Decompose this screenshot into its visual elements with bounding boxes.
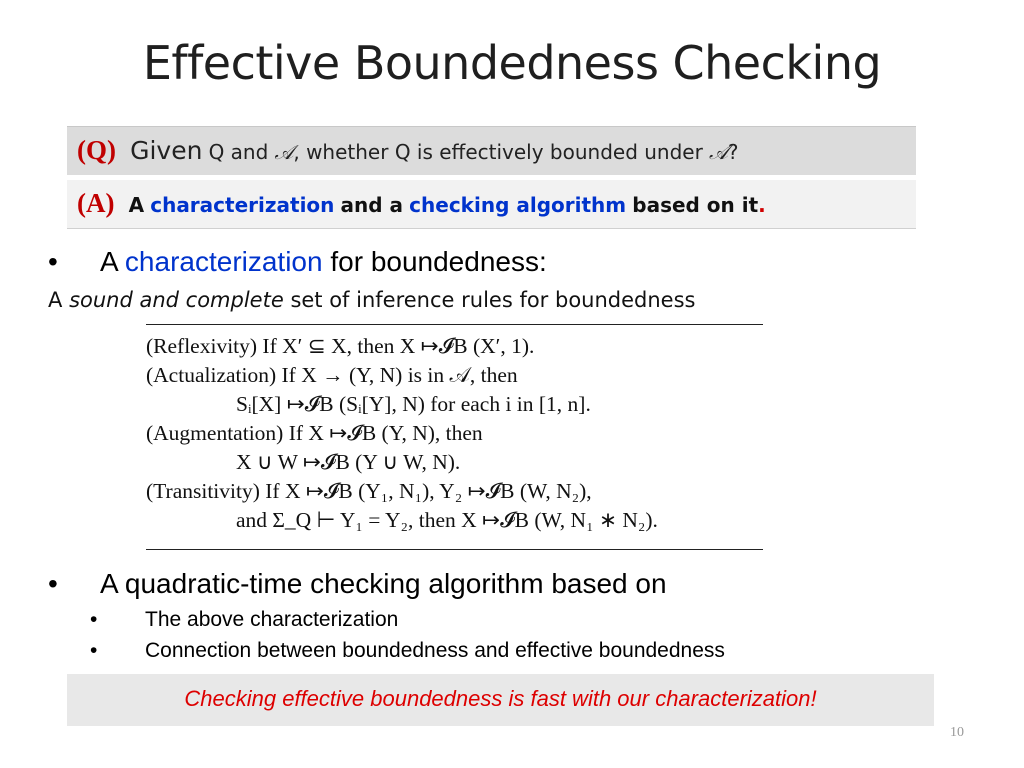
sub-bullet-connection [90, 639, 725, 663]
caption-post: set of inference rules for boundedness [290, 288, 696, 312]
slide-title: Effective Boundedness Checking [142, 36, 882, 90]
question-tag: (Q) [77, 135, 116, 165]
answer-checking-algorithm: checking algorithm [409, 193, 627, 217]
caption-italic: sound and complete [69, 288, 284, 312]
question-text-mid: , whether Q is effectively bounded under [293, 140, 703, 164]
question-text-pre: Q and [208, 140, 269, 164]
inference-rules [146, 332, 658, 535]
sub-bullet-text: Connection between boundedness and effective boundedness [145, 639, 725, 662]
bullet-characterization [48, 246, 547, 278]
access-schema-symbol: 𝒜 [274, 140, 294, 164]
rule-augmentation: (Augmentation) If X ↦𝓘B (Y, N), then [146, 421, 483, 445]
bullet-text-pre: A [100, 246, 118, 277]
answer-text-2: and a [340, 193, 404, 217]
rule-actualization: (Actualization) If X → (Y, N) is in 𝒜, then [146, 363, 518, 387]
rules-bottom-divider [146, 549, 763, 550]
conclusion-box [67, 674, 934, 726]
bullet-dot: • [48, 246, 58, 277]
rules-top-divider [146, 324, 763, 325]
answer-period: . [758, 193, 766, 217]
conclusion-text: Checking effective boundedness is fast with our characterization! [184, 686, 817, 711]
answer-characterization: characterization [150, 193, 335, 217]
answer-row [67, 180, 916, 229]
rule-reflexivity: (Reflexivity) If X′ ⊆ X, then X ↦𝓘B (X′, 1). [146, 334, 535, 358]
inference-rules-caption [48, 288, 695, 312]
question-given: Given [130, 136, 203, 165]
sub-bullet-dot: • [90, 608, 98, 631]
sub-bullet-text: The above characterization [145, 608, 399, 631]
caption-pre: A [48, 288, 63, 312]
answer-text-1: A [128, 193, 145, 217]
bullet-text-highlight: characterization [124, 246, 323, 277]
rule-augmentation-cont: X ∪ W ↦𝓘B (Y ∪ W, N). [236, 450, 461, 474]
page-number: 10 [950, 725, 964, 740]
sub-bullet-characterization [90, 608, 398, 632]
bullet-text-post: for boundedness: [330, 246, 547, 277]
answer-tag: (A) [77, 188, 115, 218]
bullet-dot: • [48, 568, 58, 599]
rule-transitivity-cont: and Σ_Q ⊢ Y₁ = Y₂, then X ↦𝓘B (W, N₁ ∗ N₂). [236, 508, 658, 532]
access-schema-symbol: 𝒜 [708, 140, 728, 164]
rule-actualization-cont: Sᵢ[X] ↦𝓘B (Sᵢ[Y], N) for each i in [1, n]. [236, 392, 591, 416]
sub-bullet-dot: • [90, 639, 98, 662]
bullet-algorithm-text: A quadratic-time checking algorithm based on [100, 568, 667, 599]
bullet-algorithm [48, 568, 667, 600]
answer-text-3: based on it [632, 193, 759, 217]
rule-transitivity: (Transitivity) If X ↦𝓘B (Y₁, N₁), Y₂ ↦𝓘B (W, N₂), [146, 479, 592, 503]
question-row [67, 126, 916, 175]
question-text-end: ? [727, 140, 739, 164]
